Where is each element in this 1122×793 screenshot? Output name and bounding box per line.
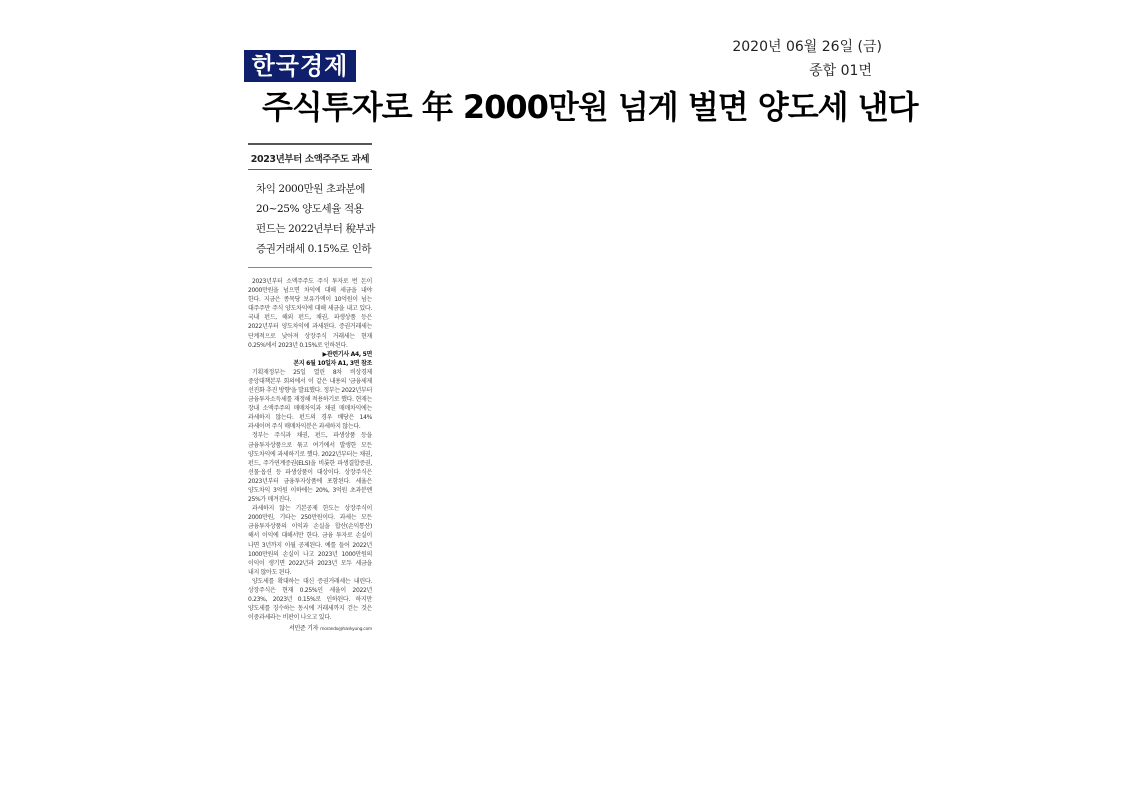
- subhead-2: 20~25% 양도세율 적용: [256, 203, 364, 215]
- article-column: [248, 143, 376, 757]
- subhead-4: 증권거래세 0.15%로 인하: [256, 243, 372, 255]
- subheads: [248, 179, 376, 259]
- headline: 주식투자로 年 2000만원 넘게 벌면 양도세 낸다: [262, 88, 918, 126]
- reporter-email: morando@hankyung.com: [320, 627, 372, 633]
- subhead-divider: [248, 267, 372, 268]
- body-paragraph: 기획재정부는 25일 열린 8차 비상경제 중앙대책본부 회의에서 이 같은 내용의 '금융세제 선진화 추진 방향'을 발표했다. 정부는 2022년부터 금융투자소득세를 재정해 적용하기로 했다. 현재는 장내 소액주주의 매매차익과 채권 매매차익에는 과세하지 않는다. 펀드의 경우 배당은 14% 과세이며 주식 매매차익분은 과세하지 않는다.: [248, 368, 372, 431]
- body-paragraph: 과세하지 않는 기본공제 한도는 상장주식이 2000만원, 기타는 250만원이다. 과세는 모든 금융투자상품의 이익과 손실을 합산(손익통산)해서 이익에 대해서만 한다. 금융 투자로 손실이 나면 3년까지 이월 공제된다. 예를 들어 2022년 1000만원의 손실이 나고 2023년 1000만원의 이익이 생기면 2022년과 2023년 모두 세금을 내지 않아도 된다.: [248, 505, 372, 576]
- newspaper-logo: 한국경제: [244, 50, 356, 82]
- byline: [248, 624, 372, 635]
- body-intro: 2023년부터 소액주주도 주식 투자로 번 돈이 2000만원을 넘으면 차익에 대해 세금을 내야 한다. 지금은 종목당 보유가액이 10억원이 넘는 대주주만 주식 양도차익에 대해 세금을 내고 있다. 국내 펀드, 해외 펀드, 채권, 파생상품 등은 2022년부터 양도차익에 과세된다. 증권거래세는 단계적으로 낮아져 상장주식 거래세는 현재 0.25%에서 2023년 0.15%로 인하된다.: [248, 278, 372, 349]
- article-body: [248, 277, 372, 635]
- reporter-name: 서민준 기자: [289, 625, 319, 633]
- related-articles-ref: ▶관련기사 A4, 5면: [322, 350, 372, 358]
- body-paragraph: 양도세를 확대하는 대신 증권거래세는 내린다. 상장주식은 현재 0.25%인 세율이 2022년 0.23%, 2023년 0.15%로 인하된다. 하지만 양도세를 징수하는 동시에 거래세까지 걷는 것은 이중과세라는 비판이 나오고 있다.: [248, 577, 372, 622]
- previous-report-ref: 본지 6월 10일자 A1, 3면 참조: [293, 359, 372, 367]
- page-section: 종합 01면: [809, 63, 872, 79]
- subhead-1: 차익 2000만원 초과분에: [256, 183, 365, 195]
- issue-date: 2020년 06월 26일 (금): [732, 39, 882, 55]
- body-paragraph: 정부는 주식과 채권, 펀드, 파생상품 등을 금융투자상품으로 묶고 여기에서 발생한 모든 양도차익에 과세하기로 했다. 2022년부터는 채권, 펀드, 주가연계증권(ELS)을 비롯한 파생결합증권, 선물·옵션 등 파생상품이 대상이다. 상장주식은 2023년부터 금융투자상품에 포함된다. 세율은 양도차익 3억원 이하에는 20%, 3억원 초과분엔 25%가 매겨진다.: [248, 432, 372, 504]
- subhead-3: 펀드는 2022년부터 稅부과: [256, 223, 376, 235]
- kicker: 2023년부터 소액주주도 과세: [248, 151, 372, 170]
